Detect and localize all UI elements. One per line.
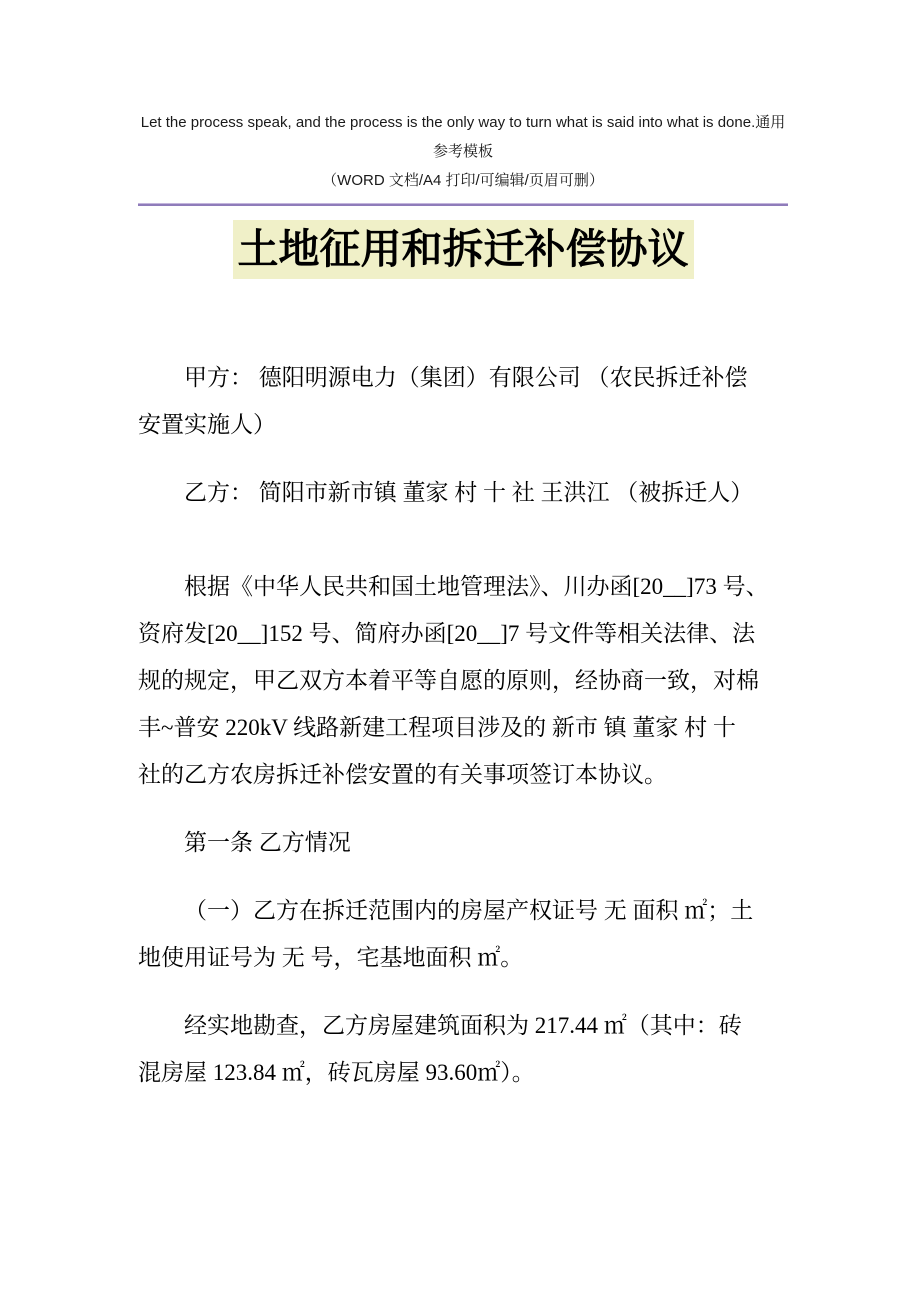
title-block <box>138 220 788 279</box>
paragraph-article-1-survey <box>138 1002 788 1096</box>
text-line: 第一条 乙方情况 <box>184 830 351 855</box>
text-line: 根据《中华人民共和国土地管理法》、川办函[20__]73 号、 <box>184 574 769 599</box>
text-line: 社的乙方农房拆迁补偿安置的有关事项签订本协议。 <box>138 762 667 787</box>
paragraph-article-1-heading <box>138 819 788 866</box>
text-line: 甲方： 德阳明源电力（集团）有限公司 （农民拆迁补偿 <box>184 365 748 390</box>
document-title: 土地征用和拆迁补偿协议 <box>233 220 694 279</box>
text-line: 经实地勘查，乙方房屋建筑面积为 217.44 ㎡（其中：砖 <box>184 1013 742 1038</box>
page-column <box>138 0 788 1096</box>
paragraph-article-1-item-1 <box>138 887 788 981</box>
text-line: 安置实施人） <box>138 412 276 437</box>
text-line: 规的规定，甲乙双方本着平等自愿的原则，经协商一致，对棉 <box>138 668 759 693</box>
text-line: 混房屋 123.84 ㎡，砖瓦房屋 93.60㎡）。 <box>138 1060 535 1085</box>
header-note-line-2: （WORD 文档/A4 打印/可编辑/页眉可删） <box>322 172 604 189</box>
text-line: 乙方： 简阳市新市镇 董家 村 十 社 王洪江 （被拆迁人） <box>184 480 754 505</box>
header-divider <box>138 203 788 206</box>
text-line: 丰~普安 220kV 线路新建工程项目涉及的 新市 镇 董家 村 十 <box>138 715 736 740</box>
page-header <box>138 108 788 195</box>
paragraph-party-b <box>138 469 788 516</box>
text-line: （一）乙方在拆迁范围内的房屋产权证号 无 面积 ㎡；土 <box>184 898 754 923</box>
document-body <box>138 354 788 1096</box>
paragraph-party-a <box>138 354 788 448</box>
text-line: 资府发[20__]152 号、简府办函[20__]7 号文件等相关法律、法 <box>138 621 756 646</box>
text-line: 地使用证号为 无 号，宅基地面积 ㎡。 <box>138 945 524 970</box>
paragraph-preamble <box>138 563 788 798</box>
header-note-line-1: Let the process speak, and the process is the only way to turn what is said into what is done.通用参考模板 <box>140 114 786 160</box>
